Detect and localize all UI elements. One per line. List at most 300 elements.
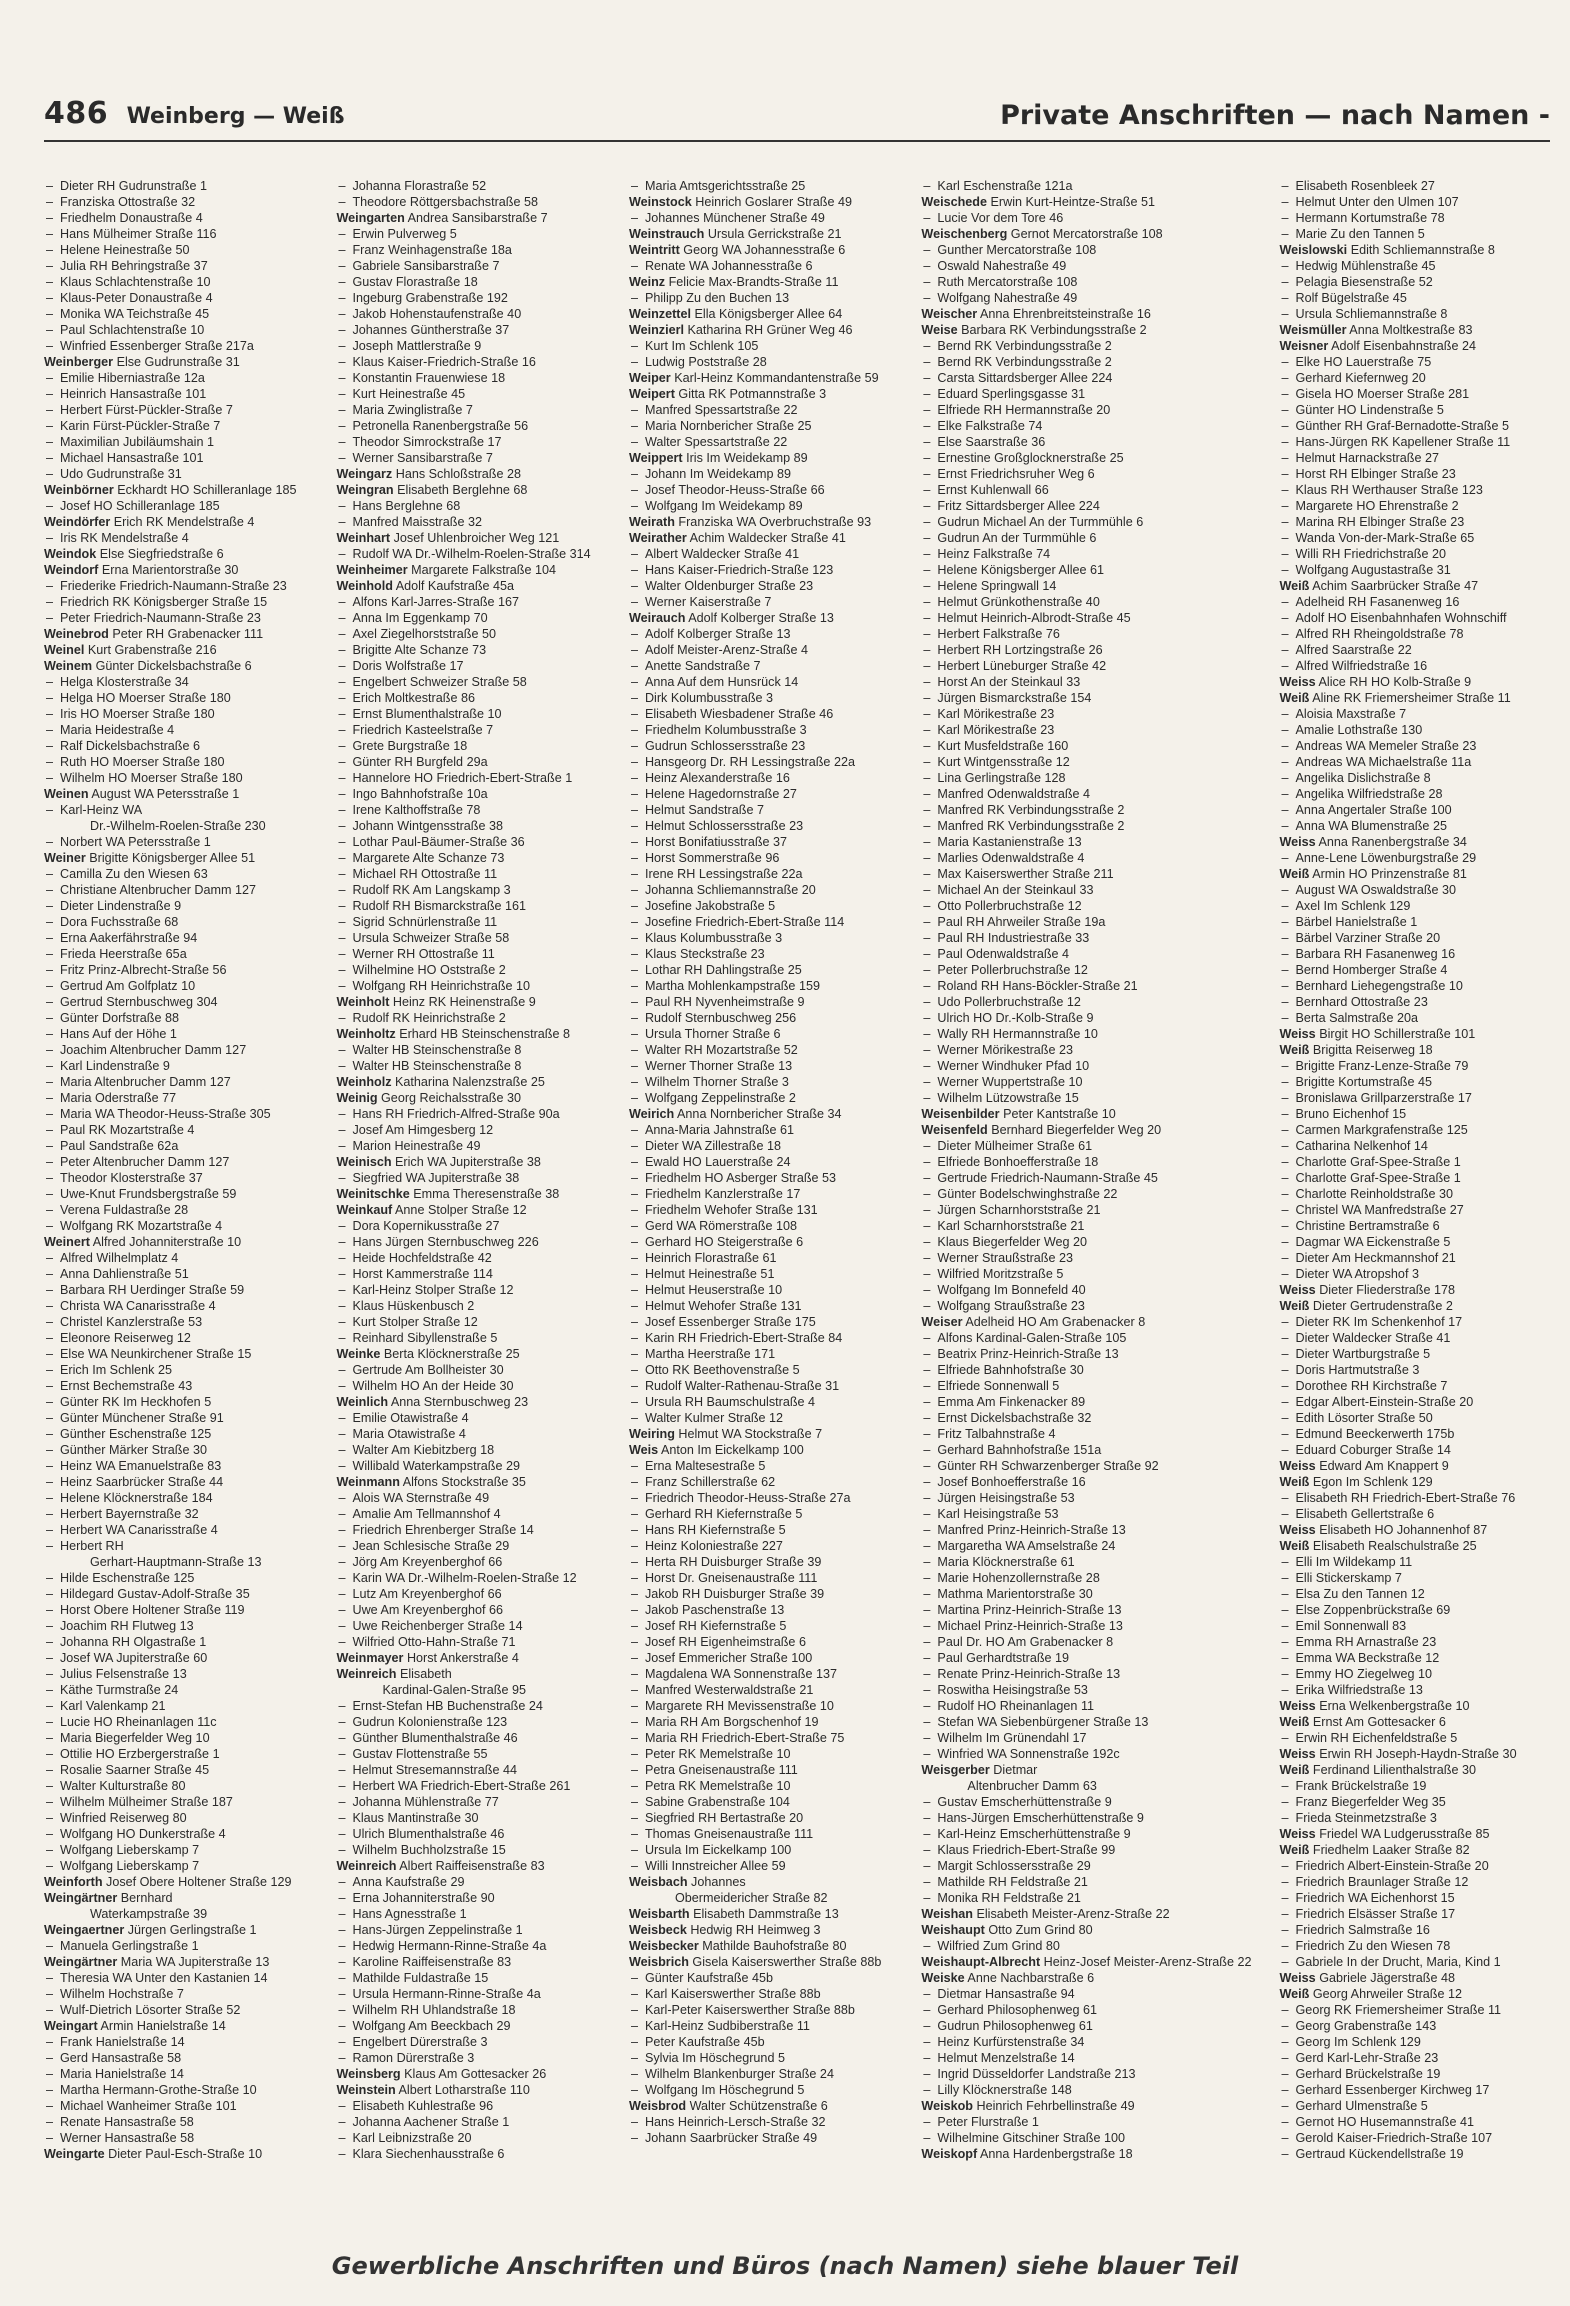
entry-text: Karl-Heinz Emscherhüttenstraße 9 xyxy=(937,1827,1131,1841)
directory-entry xyxy=(44,930,308,946)
entry-text: Elsa Zu den Tannen 12 xyxy=(1295,1587,1425,1601)
entry-surname: Weirath xyxy=(628,515,675,529)
directory-entry xyxy=(336,1186,600,1202)
entry-text: Gerd Karl-Lehr-Straße 23 xyxy=(1295,2051,1439,2065)
entry-text: Axel Im Schlenk 129 xyxy=(1295,899,1411,913)
directory-entry xyxy=(44,1538,308,1554)
directory-entry xyxy=(336,1538,600,1554)
directory-entry xyxy=(1280,2034,1544,2050)
entry-text: Udo Pollerbruchstraße 12 xyxy=(937,995,1081,1009)
directory-entry xyxy=(1280,946,1544,962)
entry-text: Anna WA Blumenstraße 25 xyxy=(1295,819,1447,833)
entry-text: Ernst Blumenthalstraße 10 xyxy=(352,707,502,721)
directory-entry xyxy=(1280,1922,1544,1938)
directory-entry xyxy=(44,578,308,594)
directory-entry xyxy=(921,1826,1251,1842)
entry-text: Dagmar WA Eickenstraße 5 xyxy=(1295,1235,1451,1249)
directory-entry xyxy=(1280,626,1544,642)
directory-entry xyxy=(629,866,893,882)
entry-text: Karl Mörikestraße 23 xyxy=(937,707,1055,721)
entry-text: Katharina Nalenzstraße 25 xyxy=(395,1075,545,1089)
entry-text: Joachim RH Flutweg 13 xyxy=(60,1619,194,1633)
entry-text: Eleonore Reiserweg 12 xyxy=(60,1331,191,1345)
entry-text: Johanna Mühlenstraße 77 xyxy=(352,1795,499,1809)
entry-text: Renate Hansastraße 58 xyxy=(60,2115,194,2129)
entry-surname: Weinebrod xyxy=(44,627,109,641)
entry-text: Erna Johanniterstraße 90 xyxy=(352,1891,495,1905)
directory-entry xyxy=(629,2082,893,2098)
entry-text: Heinz WA Emanuelstraße 83 xyxy=(60,1459,222,1473)
entry-text: Gerd WA Römerstraße 108 xyxy=(644,1219,798,1233)
entry-text: Rudolf Sternbuschweg 256 xyxy=(644,1011,797,1025)
entry-text: Roswitha Heisingstraße 53 xyxy=(937,1683,1088,1697)
entry-text: Klaus Mantinstraße 30 xyxy=(352,1811,479,1825)
entry-surname: Weinmayer xyxy=(336,1651,404,1665)
entry-text: Heinz-Josef Meister-Arenz-Straße 22 xyxy=(1043,1955,1252,1969)
entry-text: Elfriede Bonhoefferstraße 18 xyxy=(937,1155,1099,1169)
entry-text: Else WA Neunkirchener Straße 15 xyxy=(60,1347,252,1361)
directory-entry xyxy=(1280,434,1544,450)
directory-entry xyxy=(336,482,600,498)
entry-text: Gerhard Bahnhofstraße 151a xyxy=(937,1443,1102,1457)
entry-text: Renate Prinz-Heinrich-Straße 13 xyxy=(937,1667,1121,1681)
directory-entry xyxy=(921,1218,1251,1234)
entry-surname: Weinisch xyxy=(336,1155,392,1169)
entry-text: Helmut Stresemannstraße 44 xyxy=(352,1763,517,1777)
entry-text: Armin Hanielstraße 14 xyxy=(100,2019,226,2033)
entry-text: Herbert Bayernstraße 32 xyxy=(60,1507,199,1521)
directory-entry xyxy=(1280,1970,1544,1986)
entry-text: Günther Blumenthalstraße 46 xyxy=(352,1731,518,1745)
entry-text: Wolfgang Zeppelinstraße 2 xyxy=(644,1091,796,1105)
directory-entry xyxy=(1280,1714,1544,1730)
entry-text: Herbert RH xyxy=(60,1539,124,1553)
directory-entry xyxy=(1280,1266,1544,1282)
directory-entry xyxy=(921,754,1251,770)
entry-text: Anne Nachbarstraße 6 xyxy=(967,1971,1095,1985)
entry-text: Gisela HO Moerser Straße 281 xyxy=(1295,387,1470,401)
entry-text: Jakob Paschenstraße 13 xyxy=(644,1603,785,1617)
entry-text: Maria Otawistraße 4 xyxy=(352,1427,466,1441)
directory-entry xyxy=(921,642,1251,658)
entry-text: Hans Agnesstraße 1 xyxy=(352,1907,467,1921)
directory-entry xyxy=(44,1426,308,1442)
directory-entry xyxy=(1280,2066,1544,2082)
directory-entry xyxy=(921,802,1251,818)
directory-entry xyxy=(921,1922,1251,1938)
entry-text: Wilhelmine HO Oststraße 2 xyxy=(352,963,506,977)
directory-entry xyxy=(629,2130,893,2146)
directory-entry xyxy=(44,2130,308,2146)
entry-text: Klaus-Peter Donaustraße 4 xyxy=(60,291,213,305)
directory-entry xyxy=(44,946,308,962)
entry-text: Dieter Mülheimer Straße 61 xyxy=(937,1139,1093,1153)
directory-entry xyxy=(921,1410,1251,1426)
directory-entry xyxy=(921,322,1251,338)
entry-text: Erna Aakerfährstraße 94 xyxy=(60,931,198,945)
directory-entry xyxy=(629,1586,893,1602)
entry-text: Anna Angertaler Straße 100 xyxy=(1295,803,1452,817)
entry-text: Marlies Odenwaldstraße 4 xyxy=(937,851,1085,865)
entry-text: Sylvia Im Höschegrund 5 xyxy=(644,2051,785,2065)
directory-entry xyxy=(1280,658,1544,674)
directory-entry xyxy=(336,1586,600,1602)
directory-entry xyxy=(336,930,600,946)
directory-entry xyxy=(629,194,893,210)
directory-entry xyxy=(629,1250,893,1266)
entry-text: Ursula Thorner Straße 6 xyxy=(644,1027,781,1041)
directory-entry xyxy=(629,2114,893,2130)
directory-entry xyxy=(629,210,893,226)
directory-entry xyxy=(629,226,893,242)
entry-text: Elisabeth HO Johannenhof 87 xyxy=(1319,1523,1488,1537)
entry-text: Franz Biegerfelder Weg 35 xyxy=(1295,1795,1446,1809)
directory-entry xyxy=(1280,882,1544,898)
directory-entry xyxy=(336,210,600,226)
entry-text: Johann Wintgensstraße 38 xyxy=(352,819,503,833)
entry-text: Dieter Lindenstraße 9 xyxy=(60,899,182,913)
directory-entry xyxy=(921,834,1251,850)
entry-text: Reinhard Sibyllenstraße 5 xyxy=(352,1331,498,1345)
entry-text: Elfriede Sonnenwall 5 xyxy=(937,1379,1060,1393)
directory-entry xyxy=(629,1986,893,2002)
directory-entry xyxy=(921,1602,1251,1618)
directory-entry xyxy=(629,2034,893,2050)
directory-entry xyxy=(629,1426,893,1442)
entry-text: Bernd RK Verbindungsstraße 2 xyxy=(937,339,1112,353)
directory-entry xyxy=(44,834,308,850)
directory-entry xyxy=(921,1458,1251,1474)
entry-surname: Weingart xyxy=(44,2019,98,2033)
entry-text: Josef Bonhoefferstraße 16 xyxy=(937,1475,1086,1489)
directory-entry xyxy=(336,962,600,978)
entry-text: Gertrud Sternbuschweg 304 xyxy=(60,995,218,1009)
entry-surname: Weiß xyxy=(1279,1043,1310,1057)
entry-text: Pelagia Biesenstraße 52 xyxy=(1295,275,1433,289)
directory-entry xyxy=(629,1154,893,1170)
entry-surname: Weinholz xyxy=(336,1075,392,1089)
entry-surname: Weiß xyxy=(1279,1763,1310,1777)
entry-text: Walter HB Steinschenstraße 8 xyxy=(352,1043,522,1057)
directory-entry xyxy=(1280,274,1544,290)
directory-entry xyxy=(44,1154,308,1170)
directory-entry xyxy=(629,1650,893,1666)
entry-text: Josef Theodor-Heuss-Straße 66 xyxy=(644,483,825,497)
entry-text: Günter HO Lindenstraße 5 xyxy=(1295,403,1444,417)
entry-text: Friedhelm Wehofer Straße 131 xyxy=(644,1203,818,1217)
entry-text: Georg Reichalsstraße 30 xyxy=(381,1091,522,1105)
entry-text: Marie Zu den Tannen 5 xyxy=(1295,227,1425,241)
entry-text: Maria RH Friedrich-Ebert-Straße 75 xyxy=(644,1731,845,1745)
directory-entry xyxy=(44,866,308,882)
directory-entry xyxy=(44,610,308,626)
directory-entry xyxy=(1280,850,1544,866)
directory-entry xyxy=(336,1234,600,1250)
entry-text: Anna Auf dem Hunsrück 14 xyxy=(644,675,799,689)
entry-text: Maria Klöcknerstraße 61 xyxy=(937,1555,1075,1569)
entry-surname: Weisbeck xyxy=(628,1923,687,1937)
entry-surname: Weisbrich xyxy=(628,1955,689,1969)
directory-entry xyxy=(1280,210,1544,226)
entry-surname: Weiß xyxy=(1279,691,1310,705)
directory-entry xyxy=(44,802,308,818)
directory-entry xyxy=(1280,642,1544,658)
entry-text: Adelheid HO Am Grabenacker 8 xyxy=(965,1315,1146,1329)
directory-entry xyxy=(629,1074,893,1090)
directory-entry xyxy=(44,690,308,706)
entry-text: Friedrich Albert-Einstein-Straße 20 xyxy=(1295,1859,1489,1873)
directory-entry xyxy=(1280,2130,1544,2146)
directory-entry xyxy=(1280,802,1544,818)
directory-entry xyxy=(921,626,1251,642)
directory-entry xyxy=(1280,1810,1544,1826)
directory-entry xyxy=(44,1234,308,1250)
directory-entry xyxy=(1280,1010,1544,1026)
directory-entry xyxy=(921,2002,1251,2018)
directory-entry xyxy=(629,274,893,290)
directory-entry xyxy=(44,1522,308,1538)
entry-text: Franziska WA Overbruchstraße 93 xyxy=(678,515,872,529)
directory-entry xyxy=(629,1458,893,1474)
directory-entry xyxy=(44,626,308,642)
entry-text: Eduard Sperlingsgasse 31 xyxy=(937,387,1086,401)
entry-text: Brigitte Franz-Lenze-Straße 79 xyxy=(1295,1059,1469,1073)
directory-entry xyxy=(921,194,1251,210)
directory-entry xyxy=(1280,578,1544,594)
entry-text: Manuela Gerlingstraße 1 xyxy=(60,1939,199,1953)
directory-entry xyxy=(921,1906,1251,1922)
entry-surname: Weingran xyxy=(336,483,394,497)
entry-text: Dieter WA Zillestraße 18 xyxy=(644,1139,781,1153)
entry-text: Bärbel Varziner Straße 20 xyxy=(1295,931,1441,945)
directory-entry xyxy=(1280,1186,1544,1202)
entry-text: Wilfried Zum Grind 80 xyxy=(937,1939,1060,1953)
directory-entry xyxy=(336,338,600,354)
entry-surname: Weinhold xyxy=(336,579,393,593)
entry-text: Monika RH Feldstraße 21 xyxy=(937,1891,1081,1905)
column-3 xyxy=(629,178,893,2178)
entry-text: Albert Raiffeisenstraße 83 xyxy=(399,1859,545,1873)
directory-entry xyxy=(1280,2002,1544,2018)
entry-text: Ursula Hermann-Rinne-Straße 4a xyxy=(352,1987,541,2001)
directory-entry xyxy=(1280,1522,1544,1538)
directory-entry xyxy=(1280,1586,1544,1602)
entry-text: Edward Am Knappert 9 xyxy=(1319,1459,1449,1473)
entry-surname: Weirauch xyxy=(628,611,686,625)
entry-surname: Weismüller xyxy=(1279,323,1347,337)
entry-text: Ulrich Blumenthalstraße 46 xyxy=(352,1827,505,1841)
entry-text: Berta Klöcknerstraße 25 xyxy=(383,1347,520,1361)
entry-surname: Weinmann xyxy=(336,1475,400,1489)
directory-entry xyxy=(44,1970,308,1986)
entry-text: Gernot HO Husemannstraße 41 xyxy=(1295,2115,1475,2129)
entry-text: Jürgen Heisingstraße 53 xyxy=(937,1491,1075,1505)
directory-entry xyxy=(44,1202,308,1218)
entry-surname: Weise xyxy=(921,323,958,337)
entry-text: Hans-Jürgen RK Kapellener Straße 11 xyxy=(1295,435,1511,449)
directory-entry xyxy=(336,2066,600,2082)
directory-entry xyxy=(44,1058,308,1074)
directory-entry xyxy=(336,370,600,386)
entry-text: Franz Schillerstraße 62 xyxy=(644,1475,776,1489)
entry-text: Wilhelm Lützowstraße 15 xyxy=(937,1091,1079,1105)
entry-text: Maria Biegerfelder Weg 10 xyxy=(60,1731,210,1745)
entry-text: Maria Hanielstraße 14 xyxy=(60,2067,184,2081)
entry-text: Maria WA Jupiterstraße 13 xyxy=(120,1955,270,1969)
directory-entry xyxy=(629,1570,893,1586)
entry-text: Ursula Schliemannstraße 8 xyxy=(1295,307,1448,321)
entry-text: Helene Königsberger Allee 61 xyxy=(937,563,1105,577)
entry-text: Anna Dahlienstraße 51 xyxy=(60,1267,189,1281)
entry-text: Martha Mohlenkampstraße 159 xyxy=(644,979,820,993)
entry-text: Elisabeth RH Friedrich-Ebert-Straße 76 xyxy=(1295,1491,1516,1505)
directory-entry xyxy=(336,1762,600,1778)
entry-text: Michael Prinz-Heinrich-Straße 13 xyxy=(937,1619,1123,1633)
entry-text: Martha Heerstraße 171 xyxy=(644,1347,776,1361)
directory-entry xyxy=(44,2146,308,2162)
directory-entry xyxy=(44,1314,308,1330)
directory-entry xyxy=(336,1746,600,1762)
entry-text: August WA Oswaldstraße 30 xyxy=(1295,883,1457,897)
entry-text: Wilhelm HO An der Heide 30 xyxy=(352,1379,514,1393)
directory-entry xyxy=(1280,194,1544,210)
entry-text: Paul RK Mozartstraße 4 xyxy=(60,1123,195,1137)
entry-text: Julius Felsenstraße 13 xyxy=(60,1667,187,1681)
directory-entry xyxy=(44,2114,308,2130)
directory-entry xyxy=(336,306,600,322)
directory-entry xyxy=(1280,178,1544,194)
entry-text: Brigitta Reiserweg 18 xyxy=(1312,1043,1433,1057)
directory-entry xyxy=(1280,738,1544,754)
directory-entry xyxy=(1280,498,1544,514)
entry-text: Paul Dr. HO Am Grabenacker 8 xyxy=(937,1635,1114,1649)
directory-entry xyxy=(336,2130,600,2146)
entry-text: Günther Märker Straße 30 xyxy=(60,1443,207,1457)
directory-entry xyxy=(336,1154,600,1170)
entry-text: Carsta Sittardsberger Allee 224 xyxy=(937,371,1113,385)
directory-entry xyxy=(1280,466,1544,482)
directory-entry xyxy=(629,850,893,866)
directory-entry xyxy=(336,1282,600,1298)
entry-text: Anette Sandstraße 7 xyxy=(644,659,761,673)
directory-entry xyxy=(921,1122,1251,1138)
directory-entry xyxy=(629,1762,893,1778)
directory-entry xyxy=(44,242,308,258)
directory-entry xyxy=(1280,1250,1544,1266)
directory-entry xyxy=(921,1442,1251,1458)
entry-text: Mathilde Bauhofstraße 80 xyxy=(702,1939,847,1953)
entry-text: Jörg Am Kreyenberghof 66 xyxy=(352,1555,503,1569)
directory-entry xyxy=(921,306,1251,322)
entry-text: Hans RH Friedrich-Alfred-Straße 90a xyxy=(352,1107,560,1121)
directory-entry xyxy=(336,1090,600,1106)
entry-text: Oswald Nahestraße 49 xyxy=(937,259,1067,273)
entry-text: Rudolf HO Rheinanlagen 11 xyxy=(937,1699,1095,1713)
entry-text: Albert Lotharstraße 110 xyxy=(398,2083,530,2097)
directory-entry xyxy=(44,434,308,450)
entry-text: Klaus Kolumbusstraße 3 xyxy=(644,931,783,945)
entry-text: Johanna RH Olgastraße 1 xyxy=(60,1635,207,1649)
directory-entry xyxy=(336,1570,600,1586)
entry-text: Anna Nornbericher Straße 34 xyxy=(677,1107,842,1121)
entry-text: Emmy HO Ziegelweg 10 xyxy=(1295,1667,1432,1681)
directory-entry xyxy=(629,1602,893,1618)
entry-surname: Weinholt xyxy=(336,995,390,1009)
entry-text: Erika Wilfriedstraße 13 xyxy=(1295,1683,1423,1697)
directory-entry xyxy=(921,1762,1251,1778)
directory-entry xyxy=(336,1106,600,1122)
directory-entry xyxy=(44,1666,308,1682)
directory-entry xyxy=(1280,370,1544,386)
directory-entry xyxy=(336,402,600,418)
entry-text: Elisabeth Dammstraße 13 xyxy=(693,1907,839,1921)
directory-entry xyxy=(629,498,893,514)
directory-entry xyxy=(921,738,1251,754)
entry-text: Franz Weinhagenstraße 18a xyxy=(352,243,512,257)
directory-entry xyxy=(1280,2146,1544,2162)
directory-entry xyxy=(336,1826,600,1842)
directory-entry xyxy=(336,1602,600,1618)
directory-entry xyxy=(1280,898,1544,914)
entry-text: Manfred RK Verbindungsstraße 2 xyxy=(937,819,1125,833)
directory-entry xyxy=(921,1938,1251,1954)
entry-text: Helmut Grünkothenstraße 40 xyxy=(937,595,1100,609)
directory-entry xyxy=(629,1218,893,1234)
entry-text: Catharina Nelkenhof 14 xyxy=(1295,1139,1428,1153)
entry-text: Ludwig Poststraße 28 xyxy=(644,355,767,369)
entry-surname: Weinforth xyxy=(44,1875,103,1889)
entry-text: Karin RH Friedrich-Ebert-Straße 84 xyxy=(644,1331,843,1345)
entry-text: Mathilde RH Feldstraße 21 xyxy=(937,1875,1088,1889)
directory-entry xyxy=(336,1874,600,1890)
directory-entry xyxy=(336,1346,600,1362)
directory-entry xyxy=(921,1058,1251,1074)
entry-surname: Weiss xyxy=(1279,1747,1316,1761)
directory-entry xyxy=(629,642,893,658)
directory-entry xyxy=(921,1394,1251,1410)
entry-text: Heinrich Florastraße 61 xyxy=(644,1251,777,1265)
directory-entry xyxy=(629,466,893,482)
directory-entry xyxy=(629,418,893,434)
entry-text: Bronislawa Grillparzerstraße 17 xyxy=(1295,1091,1472,1105)
entry-text: Siegfried WA Jupiterstraße 38 xyxy=(352,1171,520,1185)
entry-text: Rolf Bügelstraße 45 xyxy=(1295,291,1407,305)
directory-entry xyxy=(336,1410,600,1426)
directory-entry xyxy=(921,1954,1251,1970)
entry-text: Wilhelm Im Grünendahl 17 xyxy=(937,1731,1087,1745)
directory-entry xyxy=(921,594,1251,610)
directory-entry xyxy=(921,1202,1251,1218)
entry-surname: Weinbörner xyxy=(44,483,114,497)
directory-entry xyxy=(921,898,1251,914)
entry-text: Paul Odenwaldstraße 4 xyxy=(937,947,1070,961)
entry-text: Ramon Dürerstraße 3 xyxy=(352,2051,475,2065)
entry-surname: Weiß xyxy=(1279,1843,1310,1857)
entry-text: Else Saarstraße 36 xyxy=(937,435,1046,449)
entry-surname: Weirich xyxy=(628,1107,675,1121)
directory-entry xyxy=(629,1090,893,1106)
entry-text: Herbert WA Friedrich-Ebert-Straße 261 xyxy=(352,1779,571,1793)
directory-entry xyxy=(629,242,893,258)
directory-entry xyxy=(336,642,600,658)
entry-text: Andrea Sansibarstraße 7 xyxy=(407,211,548,225)
directory-entry xyxy=(629,722,893,738)
entry-text: Gudrun Schlossersstraße 23 xyxy=(644,739,806,753)
directory-entry xyxy=(336,1922,600,1938)
entry-text: Elfriede RH Hermannstraße 20 xyxy=(937,403,1111,417)
name-range: Weinberg — Weiß xyxy=(126,104,345,129)
entry-text: Thomas Gneisenaustraße 111 xyxy=(644,1827,814,1841)
